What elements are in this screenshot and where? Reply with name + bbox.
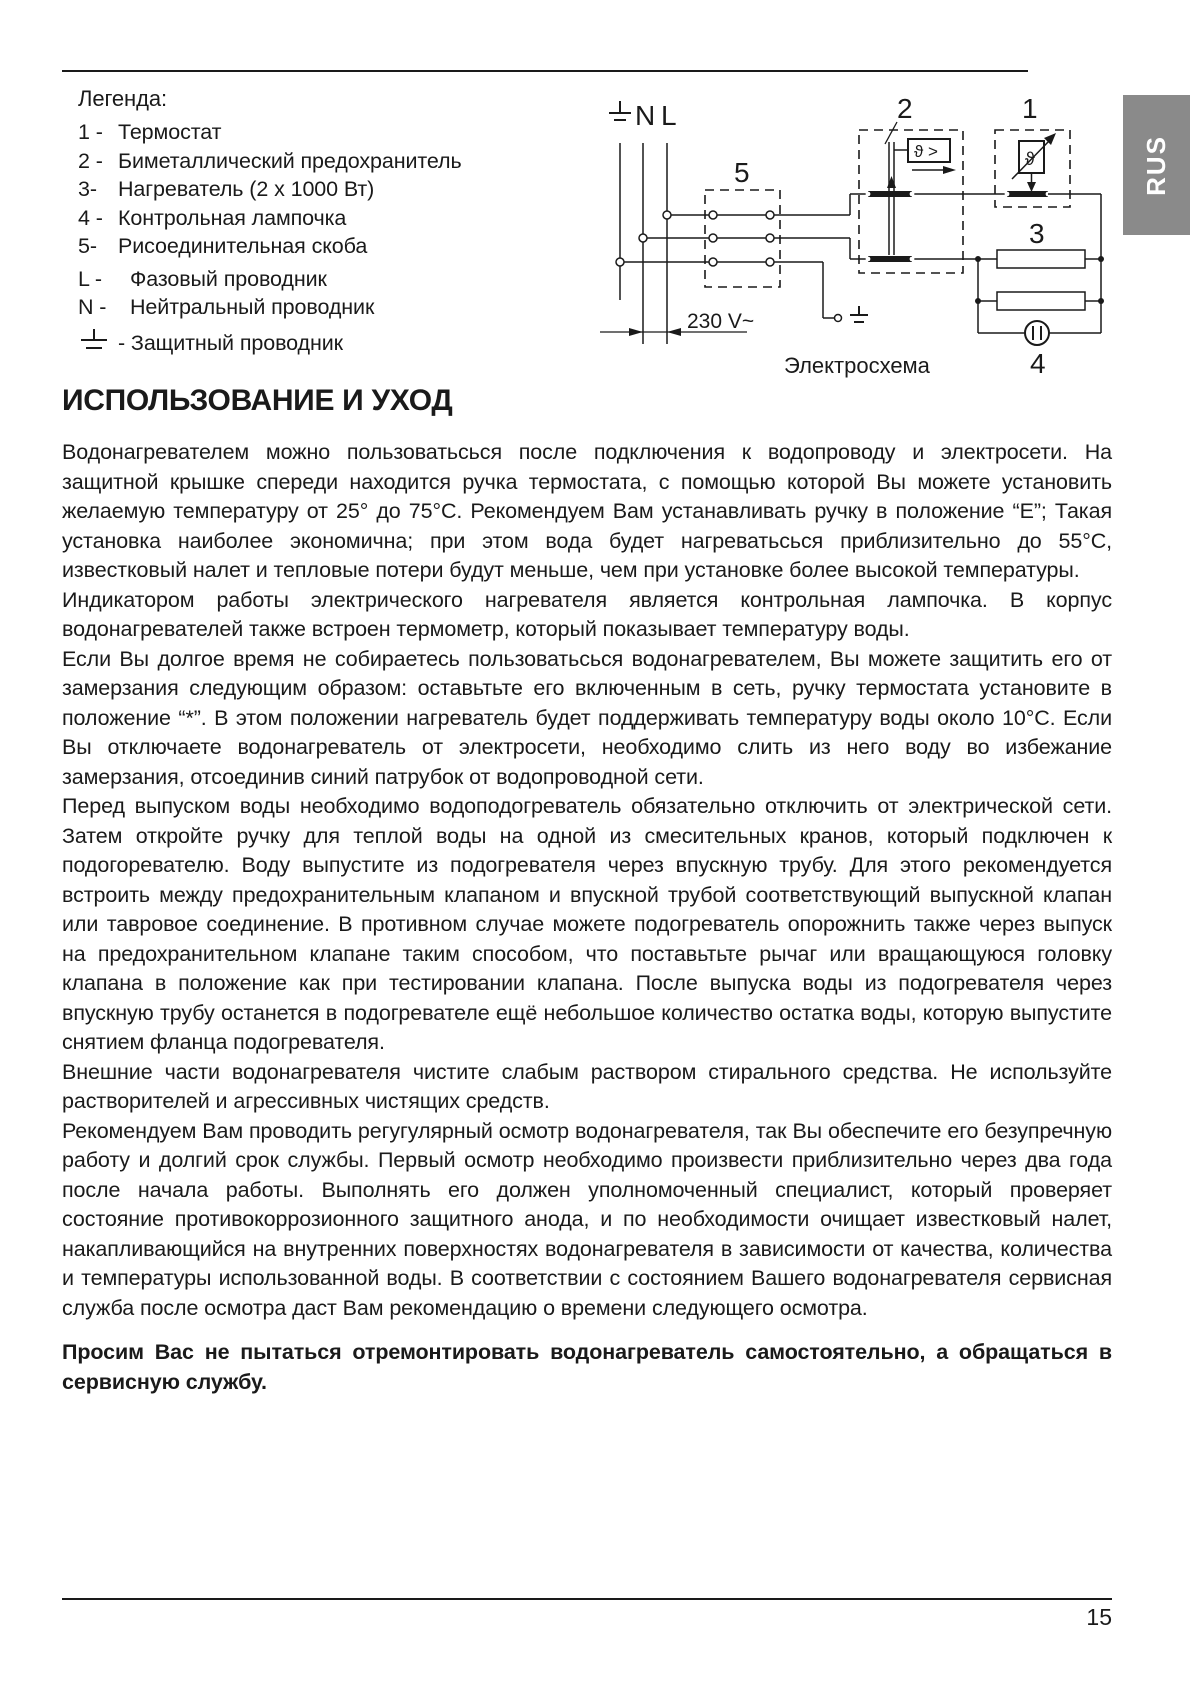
heater-elements — [978, 194, 1101, 333]
body-paragraph: Рекомендуем Вам проводить регугулярный осмотр водонагревателя, так Вы обеспечите его безупречную работу и долгий срок службы. Первый осмотр необходимо произвести приблизительно через два года после начала работы. Выполнять его должен уполномоченный специалист, который проверяет состояние противокоррозионного защитного анода, и по необходимости очищает известковый налет, накапливающийся на внутренних поверхностях водонагревателя в зависимости от качества, количества и температуры использованной воды. В соответствии с состоянием Вашего водонагревателя сервисная служба после осмотра даст Вам рекомендацию о времени следующего осмотра. — [62, 1118, 1112, 1320]
body-paragraph: Если Вы долгое время не собираетесь пользоватьсься водонагревателем, Вы можете защитить его от замерзания следующим образом: оставьтьте его включенным в сеть, ручку термостата установите в положение “*”. В этом положении нагреватель будет поддерживать температуру воды около 10°С. Если Вы отключаете водонагреватель от электросети, необходимо слить из него воду во избежание замерзания, отсоединив синий патрубок от водопроводной сети. — [62, 646, 1112, 789]
fuse-symbol: ϑ > — [914, 142, 938, 161]
wiring-diagram — [563, 82, 1111, 382]
body-paragraph: Водонагревателем можно пользоватьсься после подключения к водопроводу и электросети. На защитной крышке спереди находится ручка термостата, с помощью которой Вы можете установить желаемую температуру от 25° до 75°С. Рекомендуем Вам устанавливать ручку в положение “E”; Такая установка наиболее экономична; при этом вода будет нагреватьсься приблизительно до 55°С, известковый налет и тепловые потери будут меньше, чем при установке более высокой температуры. — [62, 440, 1112, 582]
earth-endpoint-icon — [850, 306, 868, 322]
legend-item-label: Рисоединительная скоба — [118, 234, 368, 258]
top-rule — [62, 70, 1028, 72]
label-comp5: 5 — [734, 157, 750, 188]
dimension-arrowhead-left — [629, 328, 643, 336]
legend-item-key: 5- — [78, 234, 97, 258]
thermostat-contact-triangle — [1027, 182, 1036, 192]
label-comp4: 4 — [1030, 348, 1046, 379]
body-paragraph: Перед выпуском воды необходимо водоподогреватель обязательно отключить от электрической сети. Затем откройте ручку для теплой воды на одной из смесительных кранов, который подключен к подогоревателю. Воду выпустите из подогревателя через впускную трубу. Для этого рекомендуется встроить между предохранительным клапаном и впускной трубой соответствующий выпускной клапан или тавровое соединение. В противном случае можете подогреватель опорожнить также через выпуск на предохранительном клапане таким способом, что поставьтьте рычаг или вращающуюся головку клапана в положение как при тестировании клапана. После выпуска воды из подогревателя через впускную трубу останется в подогревателе ещё небольшое количество остатка воды, которую выпустите снятием фланца подогревателя. — [62, 794, 1112, 1054]
earth-icon — [78, 328, 118, 360]
bottom-rule — [62, 1598, 1112, 1600]
body-paragraph: Внешние части водонагревателя чистите слабым раствором стирального средства. Не используйте растворителей и агрессивных чистящих средств. — [62, 1059, 1112, 1113]
legend-item-key: 1 - — [78, 120, 103, 144]
label-comp2-leader — [885, 122, 897, 144]
legend-item-key: L - — [78, 266, 102, 291]
thermostat-contact-bar — [1005, 192, 1051, 197]
terminal-circles — [616, 211, 842, 322]
legend — [78, 86, 548, 356]
fuse-contact-bars — [866, 192, 915, 262]
legend-item-label: Фазовый проводник — [130, 266, 327, 291]
section-heading: ИСПОЛЬЗОВАНИЕ И УХОД — [62, 384, 453, 417]
legend-item — [78, 234, 548, 263]
legend-item-key: N - — [78, 295, 107, 319]
legend-item-label: Нейтральный проводник — [130, 295, 375, 319]
legend-item — [78, 206, 548, 235]
fuse-arrowhead — [943, 166, 956, 174]
legend-item — [78, 120, 548, 149]
label-comp3: 3 — [1029, 218, 1045, 249]
legend-item-label: Контрольная лампочка — [118, 205, 347, 230]
page-number: 15 — [1086, 1604, 1112, 1630]
legend-item-label: Термостат — [118, 120, 222, 144]
label-comp2: 2 — [897, 93, 913, 124]
thermostat-adjust-arrowhead — [1044, 133, 1056, 145]
legend-item-label: Нагреватель (2 x 1000 Вт) — [118, 177, 375, 201]
legend-item-label: Биметаллический предохранитель — [118, 148, 462, 173]
legend-item-key: 3- — [78, 177, 97, 201]
schematic-caption: Электросхема — [784, 353, 930, 378]
thermostat-symbol: ϑ — [1025, 149, 1035, 169]
voltage-label: 230 V~ — [687, 310, 755, 333]
legend-item-label: - Защитный проводник — [118, 330, 343, 355]
supply-earth-icon — [609, 101, 631, 120]
legend-item — [78, 324, 548, 356]
language-tab-label: RUS — [1141, 134, 1171, 196]
supply-wires — [620, 143, 667, 344]
legend-item-key: 4 - — [78, 205, 103, 230]
section-body — [62, 438, 1112, 1397]
language-tab — [1123, 95, 1190, 235]
legend-title: Легенда: — [78, 86, 167, 111]
body-paragraph: Индикатором работы электрического нагревателя является контрольная лампочка. В корпус водонагревателей также встроен термометр, который показывает температуру воды. — [62, 587, 1112, 641]
legend-item — [78, 149, 548, 178]
legend-item — [78, 177, 548, 206]
label-comp1: 1 — [1022, 93, 1038, 124]
fuse-box — [859, 130, 963, 273]
label-n: N — [635, 100, 656, 131]
legend-item — [78, 295, 548, 324]
indicator-lamp — [978, 321, 1101, 345]
label-l: L — [661, 100, 677, 131]
dimension-arrowhead-right — [667, 328, 681, 336]
legend-item — [78, 267, 548, 296]
legend-item-key: 2 - — [78, 148, 103, 173]
warning-paragraph: Просим Вас не пытаться отремонтировать водонагреватель самостоятельно, а обращаться в сервисную службу. — [62, 1340, 1112, 1394]
row-wires — [620, 194, 1007, 318]
